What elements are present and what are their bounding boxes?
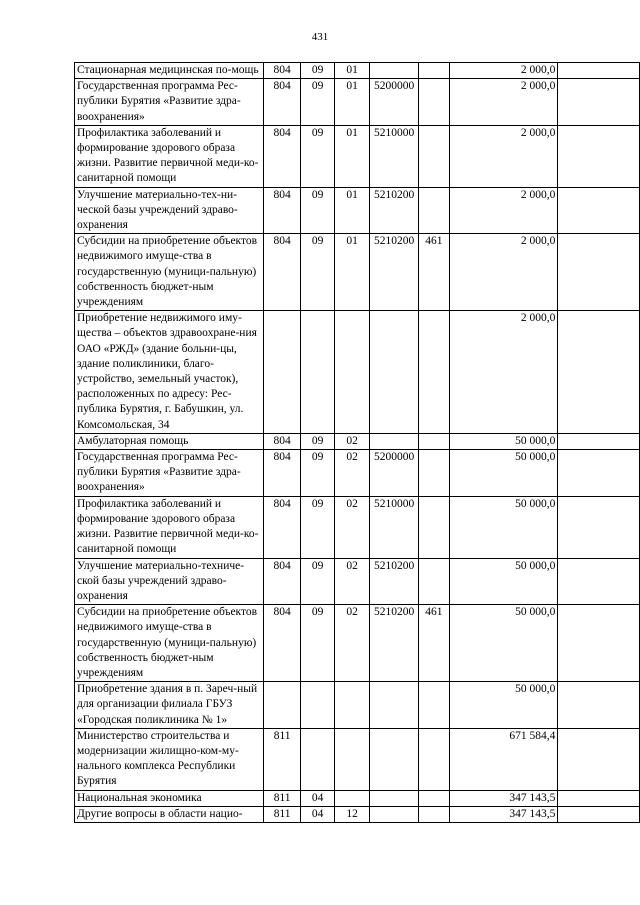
budget-table [74,62,640,823]
target-article-cell: 5200000 [370,450,419,497]
section-code-cell: 04 [301,806,334,822]
amount-cell: 50 000,0 [449,682,558,729]
section-code-cell [301,728,334,790]
expense-type-cell [419,433,450,449]
amount-cell: 2 000,0 [449,63,558,79]
ministry-code-cell: 804 [263,125,301,187]
table-row [75,806,640,822]
page-number: 431 [311,31,329,43]
expense-type-cell [419,806,450,822]
section-code-cell: 09 [301,125,334,187]
row-name-cell: Государственная программа Рес-публики Бурятия «Развитие здра-воохранения» [75,450,264,497]
table-row [75,125,640,187]
ministry-code-cell: 804 [263,79,301,126]
section-code-cell: 09 [301,605,334,682]
ministry-code-cell: 804 [263,496,301,558]
amount-cell: 2 000,0 [449,311,558,434]
ministry-code-cell [263,682,301,729]
subsection-code-cell: 01 [334,125,369,187]
subsection-code-cell: 01 [334,187,369,234]
amount-cell: 50 000,0 [449,496,558,558]
subsection-code-cell: 02 [334,605,369,682]
target-article-cell: 5210000 [370,496,419,558]
row-name-cell: Национальная экономика [75,790,264,806]
budget-table-body [75,63,640,823]
target-article-cell [370,682,419,729]
expense-type-cell [419,558,450,605]
expense-type-cell [419,79,450,126]
table-row [75,311,640,434]
row-name-cell: Приобретение недвижимого иму-щества – объектов здравоохране-ния ОАО «РЖД» (здание больни-цы, здание поликлиники, благо-устройство, земельный участок), расположенных по адресу: Рес-публика Бурятия, г. Бабушкин, ул. Комсомольская, 34 [75,311,264,434]
empty-cell [558,125,640,187]
amount-cell: 671 584,4 [449,728,558,790]
ministry-code-cell: 811 [263,806,301,822]
section-code-cell: 09 [301,63,334,79]
subsection-code-cell: 01 [334,79,369,126]
amount-cell: 50 000,0 [449,450,558,497]
target-article-cell [370,63,419,79]
amount-cell: 347 143,5 [449,806,558,822]
table-row [75,728,640,790]
empty-cell [558,79,640,126]
subsection-code-cell: 02 [334,558,369,605]
target-article-cell: 5210200 [370,558,419,605]
section-code-cell: 04 [301,790,334,806]
amount-cell: 347 143,5 [449,790,558,806]
subsection-code-cell: 02 [334,450,369,497]
row-name-cell: Улучшение материально-тех-ни-ческой базы учреждений здраво-охранения [75,187,264,234]
section-code-cell: 09 [301,558,334,605]
expense-type-cell [419,450,450,497]
ministry-code-cell: 804 [263,234,301,311]
target-article-cell: 5210200 [370,605,419,682]
empty-cell [558,450,640,497]
amount-cell: 50 000,0 [449,558,558,605]
row-name-cell: Субсидии на приобретение объектов недвижимого имуще-ства в государственную (муници-пальную) собственность бюджет-ным учреждениям [75,605,264,682]
empty-cell [558,682,640,729]
target-article-cell: 5210200 [370,234,419,311]
amount-cell: 2 000,0 [449,125,558,187]
subsection-code-cell [334,728,369,790]
row-name-cell: Государственная программа Рес-публики Бурятия «Развитие здра-воохранения» [75,79,264,126]
section-code-cell: 09 [301,433,334,449]
amount-cell: 50 000,0 [449,605,558,682]
table-row [75,790,640,806]
ministry-code-cell: 804 [263,450,301,497]
table-row [75,682,640,729]
empty-cell [558,790,640,806]
section-code-cell [301,311,334,434]
expense-type-cell: 461 [419,234,450,311]
section-code-cell: 09 [301,234,334,311]
expense-type-cell [419,63,450,79]
row-name-cell: Субсидии на приобретение объектов недвижимого имуще-ства в государственную (муници-пальную) собственность бюджет-ным учреждениям [75,234,264,311]
target-article-cell: 5210000 [370,125,419,187]
amount-cell: 2 000,0 [449,187,558,234]
table-row [75,558,640,605]
expense-type-cell [419,728,450,790]
target-article-cell [370,728,419,790]
section-code-cell: 09 [301,79,334,126]
subsection-code-cell [334,790,369,806]
empty-cell [558,605,640,682]
table-row [75,433,640,449]
expense-type-cell [419,187,450,234]
target-article-cell [370,433,419,449]
amount-cell: 50 000,0 [449,433,558,449]
subsection-code-cell: 01 [334,63,369,79]
empty-cell [558,433,640,449]
section-code-cell: 09 [301,450,334,497]
row-name-cell: Амбулаторная помощь [75,433,264,449]
target-article-cell [370,311,419,434]
table-row [75,605,640,682]
table-row [75,63,640,79]
table-row [75,496,640,558]
expense-type-cell [419,790,450,806]
empty-cell [558,311,640,434]
expense-type-cell [419,682,450,729]
empty-cell [558,806,640,822]
row-name-cell: Профилактика заболеваний и формирование здорового образа жизни. Развитие первичной меди-ко-санитарной помощи [75,125,264,187]
expense-type-cell [419,496,450,558]
expense-type-cell: 461 [419,605,450,682]
table-row [75,234,640,311]
subsection-code-cell: 12 [334,806,369,822]
empty-cell [558,187,640,234]
subsection-code-cell: 02 [334,496,369,558]
target-article-cell: 5200000 [370,79,419,126]
row-name-cell: Улучшение материально-техниче-ской базы учреждений здраво-охранения [75,558,264,605]
target-article-cell [370,790,419,806]
row-name-cell: Другие вопросы в области нацио- [75,806,264,822]
ministry-code-cell: 804 [263,433,301,449]
ministry-code-cell [263,311,301,434]
table-row [75,450,640,497]
row-name-cell: Стационарная медицинская по-мощь [75,63,264,79]
ministry-code-cell: 804 [263,187,301,234]
ministry-code-cell: 804 [263,63,301,79]
row-name-cell: Профилактика заболеваний и формирование здорового образа жизни. Развитие первичной меди-ко-санитарной помощи [75,496,264,558]
ministry-code-cell: 804 [263,558,301,605]
section-code-cell: 09 [301,187,334,234]
target-article-cell [370,806,419,822]
empty-cell [558,558,640,605]
ministry-code-cell: 811 [263,790,301,806]
empty-cell [558,496,640,558]
table-row [75,187,640,234]
target-article-cell: 5210200 [370,187,419,234]
subsection-code-cell: 01 [334,234,369,311]
subsection-code-cell: 02 [334,433,369,449]
expense-type-cell [419,125,450,187]
empty-cell [558,728,640,790]
amount-cell: 2 000,0 [449,79,558,126]
empty-cell [558,234,640,311]
subsection-code-cell [334,682,369,729]
expense-type-cell [419,311,450,434]
subsection-code-cell [334,311,369,434]
amount-cell: 2 000,0 [449,234,558,311]
section-code-cell: 09 [301,496,334,558]
row-name-cell: Министерство строительства и модернизации жилищно-ком-му-нального комплекса Республики Бурятия [75,728,264,790]
empty-cell [558,63,640,79]
section-code-cell [301,682,334,729]
table-row [75,79,640,126]
ministry-code-cell: 811 [263,728,301,790]
ministry-code-cell: 804 [263,605,301,682]
row-name-cell: Приобретение здания в п. Зареч-ный для организации филиала ГБУЗ «Городская поликлиника № 1» [75,682,264,729]
